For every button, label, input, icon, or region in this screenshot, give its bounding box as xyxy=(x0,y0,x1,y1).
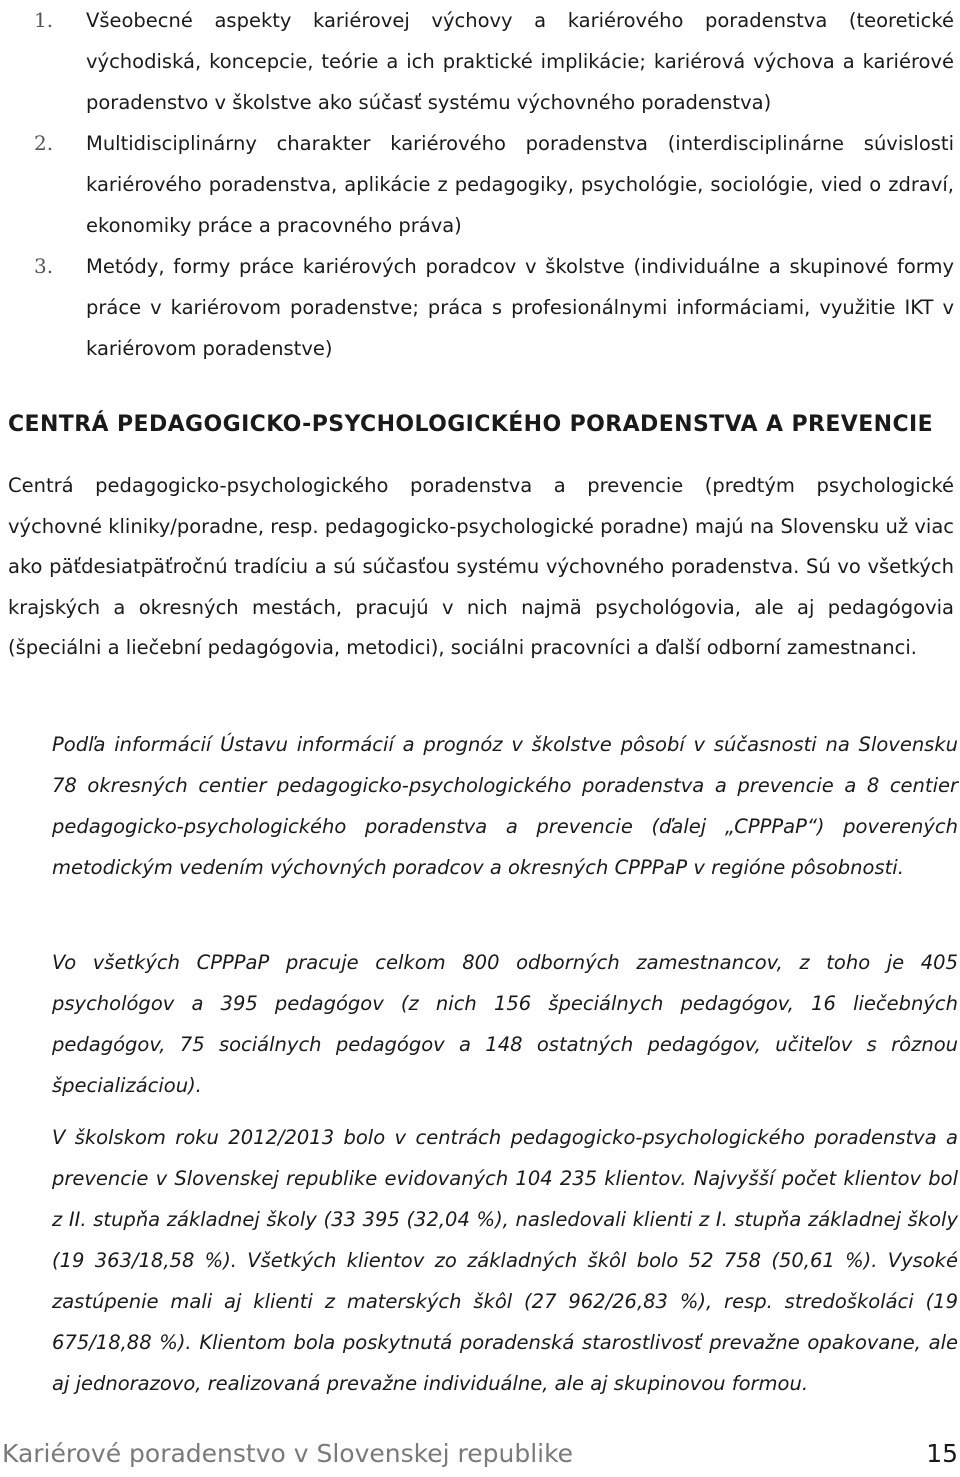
numbered-list xyxy=(8,0,954,369)
list-item-number: 1. xyxy=(34,8,54,32)
list-item-number: 2. xyxy=(34,131,54,155)
list-item-number: 3. xyxy=(34,254,54,278)
italic-paragraph-centers: Podľa informácií Ústavu informácií a prognóz v školstve pôsobí v súčasnosti na Slovensku 78 okresných centier pedagogicko-psychologického poradenstva a prevencie a 8 centier pedagogicko-psychologického poradenstva a prevencie (ďalej „CPPPaP“) poverených metodickým vedením výchovných poradcov a okresných CPPPaP v regióne pôsobnosti. xyxy=(52,733,958,879)
italic-paragraph-staff: Vo všetkých CPPPaP pracuje celkom 800 odborných zamestnancov, z toho je 405 psychológov a 395 pedagógov (z nich 156 špeciálnych pedagógov, 16 liečebných pedagógov, 75 sociálnych pedagógov a 148 ostatných pedagógov, učiteľov s rôznou špecializáciou). xyxy=(52,951,958,1097)
page-number: 15 xyxy=(926,1439,958,1468)
list-item-text: Multidisciplinárny charakter kariérového poradenstva (interdisciplinárne súvislosti kariérového poradenstva, aplikácie z pedagogiky, psychológie, sociológie, vied o zdraví, ekonomiky práce a pracovného práva) xyxy=(86,132,954,237)
italic-paragraph-clients: V školskom roku 2012/2013 bolo v centrách pedagogicko-psychologického poradenstva a prevencie v Slovenskej republike evidovaných 104 235 klientov. Najvyšší počet klientov bol z II. stupňa základnej školy (33 395 (32,04 %), nasledovali klienti z I. stupňa základnej školy (19 363/18,58 %). Všetkých klientov zo základných škôl bolo 52 758 (50,61 %). Vysoké zastúpenie mali aj klienti z materských škôl (27 962/26,83 %), resp. stredoškoláci (19 675/18,88 %). Klientom bola poskytnutá poradenská starostlivosť prevažne opakovane, ale aj jednorazovo, realizovaná prevažne individuálne, ale aj skupinovou formou. xyxy=(52,1126,958,1395)
list-item-text: Metódy, formy práce kariérových poradcov v školstve (individuálne a skupinové formy práce v kariérovom poradenstve; práca s profesionálnymi informáciami, využitie IKT v kariérovom poradenstve) xyxy=(86,255,954,360)
footer-title: Kariérové poradenstvo v Slovenskej republike xyxy=(2,1439,574,1468)
list-item xyxy=(8,0,954,123)
section-heading: CENTRÁ PEDAGOGICKO-PSYCHOLOGICKÉHO PORADENSTVA A PREVENCIE xyxy=(8,412,934,437)
list-item xyxy=(8,246,954,369)
list-item xyxy=(8,123,954,246)
list-item-text: Všeobecné aspekty kariérovej výchovy a kariérového poradenstva (teoretické východiská, koncepcie, teórie a ich praktické implikácie; kariérová výchova a kariérové poradenstvo v školstve ako súčasť systému výchovného poradenstva) xyxy=(86,9,954,114)
section-body-paragraph: Centrá pedagogicko-psychologického poradenstva a prevencie (predtým psychologické výchovné kliniky/poradne, resp. pedagogicko-psychologické poradne) majú na Slovensku už viac ako päťdesiatpäťročnú tradíciu a sú súčasťou systému výchovného poradenstva. Sú vo všetkých krajských a okresných mestách, pracujú v nich najmä psychológovia, ale aj pedagógovia (špeciálni a liečební pedagógovia, metodici), sociálni pracovníci a ďalší odborní zamestnanci. xyxy=(8,474,954,659)
page-footer xyxy=(0,1435,960,1475)
